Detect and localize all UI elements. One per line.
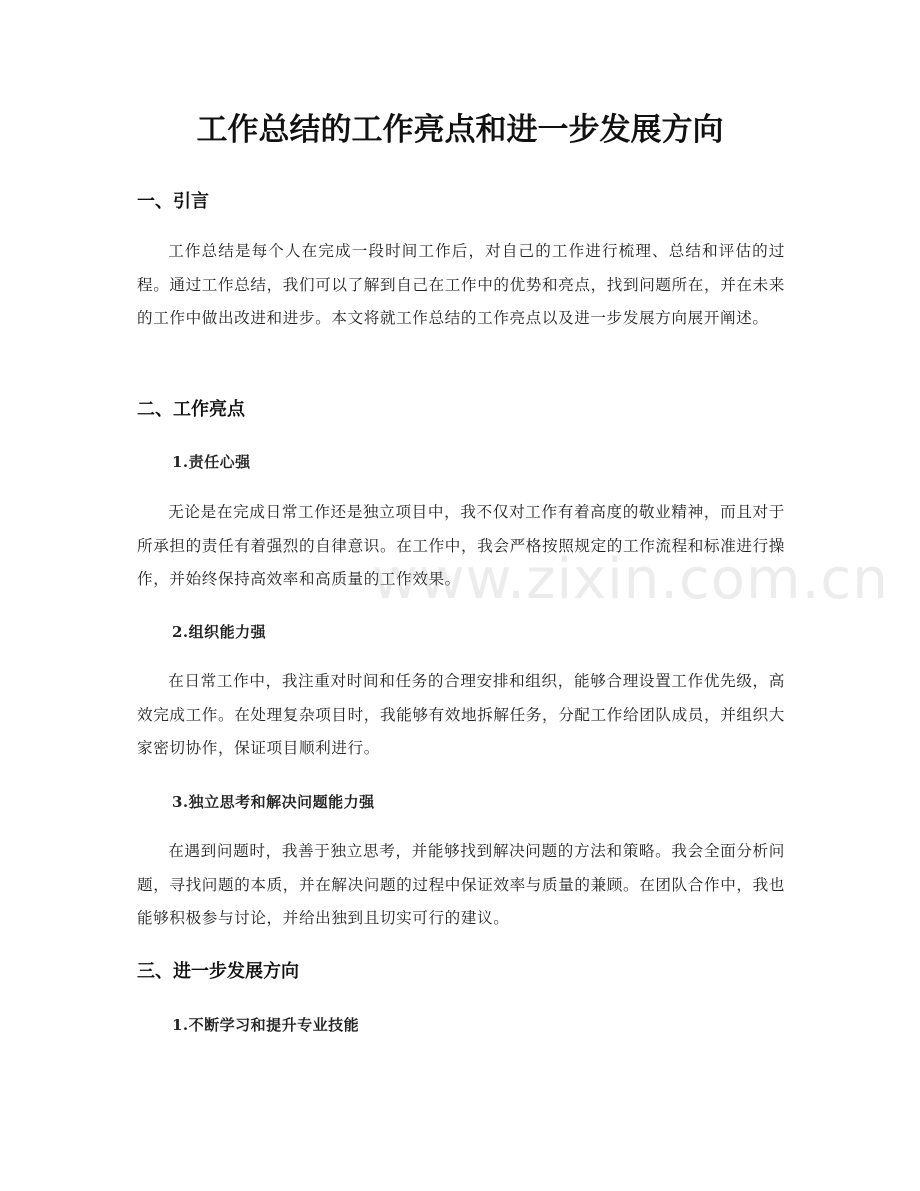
- subheading-responsibility: 1.责任心强: [172, 453, 251, 471]
- section-heading-highlights: 二、工作亮点: [137, 399, 245, 420]
- document-title: 工作总结的工作亮点和进一步发展方向: [196, 112, 724, 148]
- subheading-organization: 2.组织能力强: [172, 623, 267, 641]
- responsibility-paragraph: 无论是在完成日常工作还是独立项目中，我不仅对工作有着高度的敬业精神，而且对于所承担的责任有着强烈的自律意识。在工作中，我会严格按照规定的工作流程和标准进行操作，并始终保持高效率和高质量的工作效果。: [137, 503, 785, 588]
- organization-paragraph: 在日常工作中，我注重对时间和任务的合理安排和组织，能够合理设置工作优先级，高效完成工作。在处理复杂项目时，我能够有效地拆解任务，分配工作给团队成员，并组织大家密切协作，保证项目顺利进行。: [137, 672, 785, 757]
- section-heading-development: 三、进一步发展方向: [137, 961, 299, 982]
- watermark-text: www.zixin.com.cn: [372, 547, 889, 612]
- subheading-continuous-learning: 1.不断学习和提升专业技能: [172, 1016, 360, 1034]
- problem-solving-paragraph: 在遇到问题时，我善于独立思考，并能够找到解决问题的方法和策略。我会全面分析问题，寻找问题的本质，并在解决问题的过程中保证效率与质量的兼顾。在团队合作中，我也能够积极参与讨论，并给出独到且切实可行的建议。: [137, 842, 785, 927]
- subheading-problem-solving: 3.独立思考和解决问题能力强: [172, 793, 375, 811]
- section-heading-introduction: 一、引言: [137, 191, 209, 212]
- introduction-paragraph: 工作总结是每个人在完成一段时间工作后，对自己的工作进行梳理、总结和评估的过程。通过工作总结，我们可以了解到自己在工作中的优势和亮点，找到问题所在，并在未来的工作中做出改进和进步。本文将就工作总结的工作亮点以及进一步发展方向展开阐述。: [137, 242, 785, 327]
